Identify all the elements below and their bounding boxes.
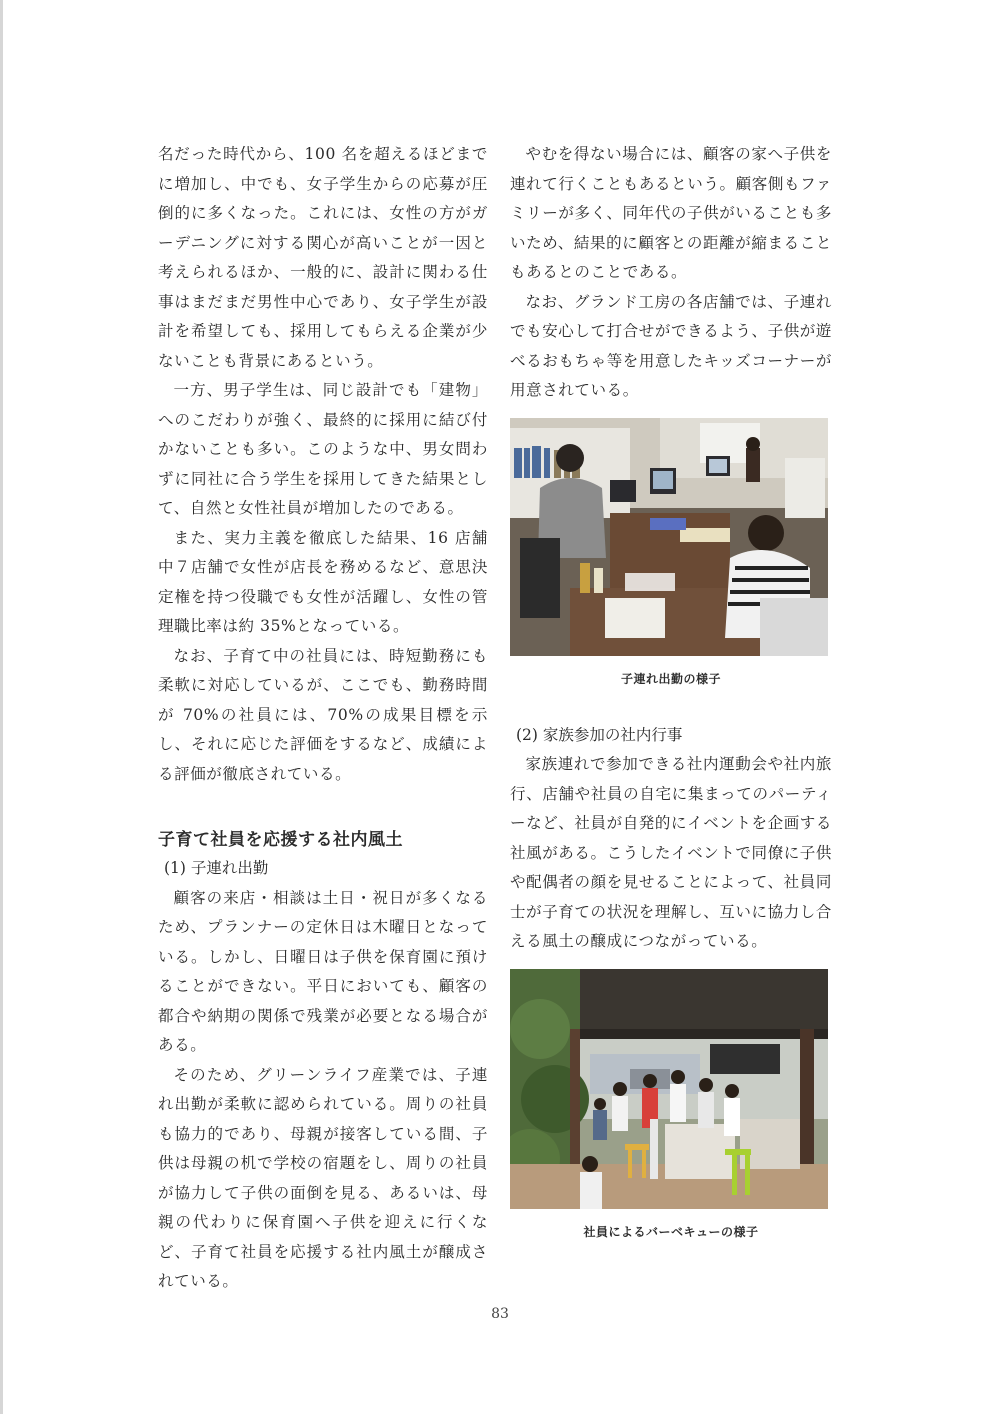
subsection-heading-1: (1) 子連れ出勤 <box>164 859 269 877</box>
office-photo <box>510 418 828 656</box>
left-paragraph-4: なお、子育て中の社員には、時短勤務にも柔軟に対応しているが、ここでも、勤務時間が 70%の社員には、70%の成果目標を示し、それに応じた評価をするなど、成績による評価が徹底されている。 <box>158 646 488 783</box>
barbecue-photo-caption: 社員によるバーベキューの様子 <box>583 1224 759 1239</box>
section-heading: 子育て社員を応援する社内風土 <box>158 830 403 850</box>
page-edge-shadow <box>0 0 3 1414</box>
office-photo-illustration <box>510 418 828 656</box>
left-paragraph-6: そのため、グリーンライフ産業では、子連れ出勤が柔軟に認められている。周りの社員も協力的であり、母親が接客している間、子供は母親の机で学校の宿題をし、周りの社員が協力して子供の面倒を見る、あるいは、母親の代わりに保育園へ子供を迎えに行くなど、子育て社員を応援する社内風土が醸成されている。 <box>158 1065 488 1290</box>
left-paragraph-3: また、実力主義を徹底した結果、16 店舗中７店舗で女性が店長を務めるなど、意思決定権を持つ役職でも女性が活躍し、女性の管理職比率は約 35%となっている。 <box>158 528 488 635</box>
subsection-heading-2: (2) 家族参加の社内行事 <box>516 725 683 744</box>
left-column <box>158 140 488 1297</box>
left-paragraph-1: 名だった時代から、100 名を超えるほどまでに増加し、中でも、女子学生からの応募が圧倒的に多くなった。これには、女性の方がガーデニングに対する関心が高いことが一因と考えられるほか、一般的に、設計に関わる仕事はまだまだ男性中心であり、女子学生が設計を希望しても、採用してもらえる企業が少ないことも背景にあるという。 <box>158 145 488 370</box>
right-paragraph-1: やむを得ない場合には、顧客の家へ子供を連れて行くこともあるという。顧客側もファミリーが多く、同年代の子供がいることも多いため、結果的に顧客との距離が縮まることもあるとのことである。 <box>510 145 832 281</box>
page-number: 83 <box>491 1306 509 1322</box>
left-paragraph-2: 一方、男子学生は、同じ設計でも「建物」へのこだわりが強く、最終的に採用に結び付かないことも多い。このような中、男女問わずに同社に合う学生を採用してきた結果として、自然と女性社員が増加したのである。 <box>158 381 488 517</box>
right-paragraph-3: 家族連れで参加できる社内運動会や社内旅行、店舗や社員の自宅に集まってのパーティーなど、社員が自発的にイベントを企画する社風がある。こうしたイベントで同僚に子供や配偶者の顔を見せることによって、社員同士が子育ての状況を理解し、互いに協力し合える風土の醸成につながっている。 <box>510 755 833 950</box>
right-column <box>510 140 832 1240</box>
barbecue-photo <box>510 969 828 1209</box>
office-photo-caption: 子連れ出勤の様子 <box>620 671 721 686</box>
left-paragraph-5: 顧客の来店・相談は土日・祝日が多くなるため、プランナーの定休日は木曜日となっている。しかし、日曜日は子供を保育園に預けることができない。平日においても、顧客の都合や納期の関係で残業が必要となる場合がある。 <box>158 888 488 1054</box>
right-paragraph-2: なお、グランド工房の各店舗では、子連れでも安心して打合せができるよう、子供が遊べるおもちゃ等を用意したキッズコーナーが用意されている。 <box>510 292 833 399</box>
barbecue-photo-illustration <box>510 969 828 1209</box>
